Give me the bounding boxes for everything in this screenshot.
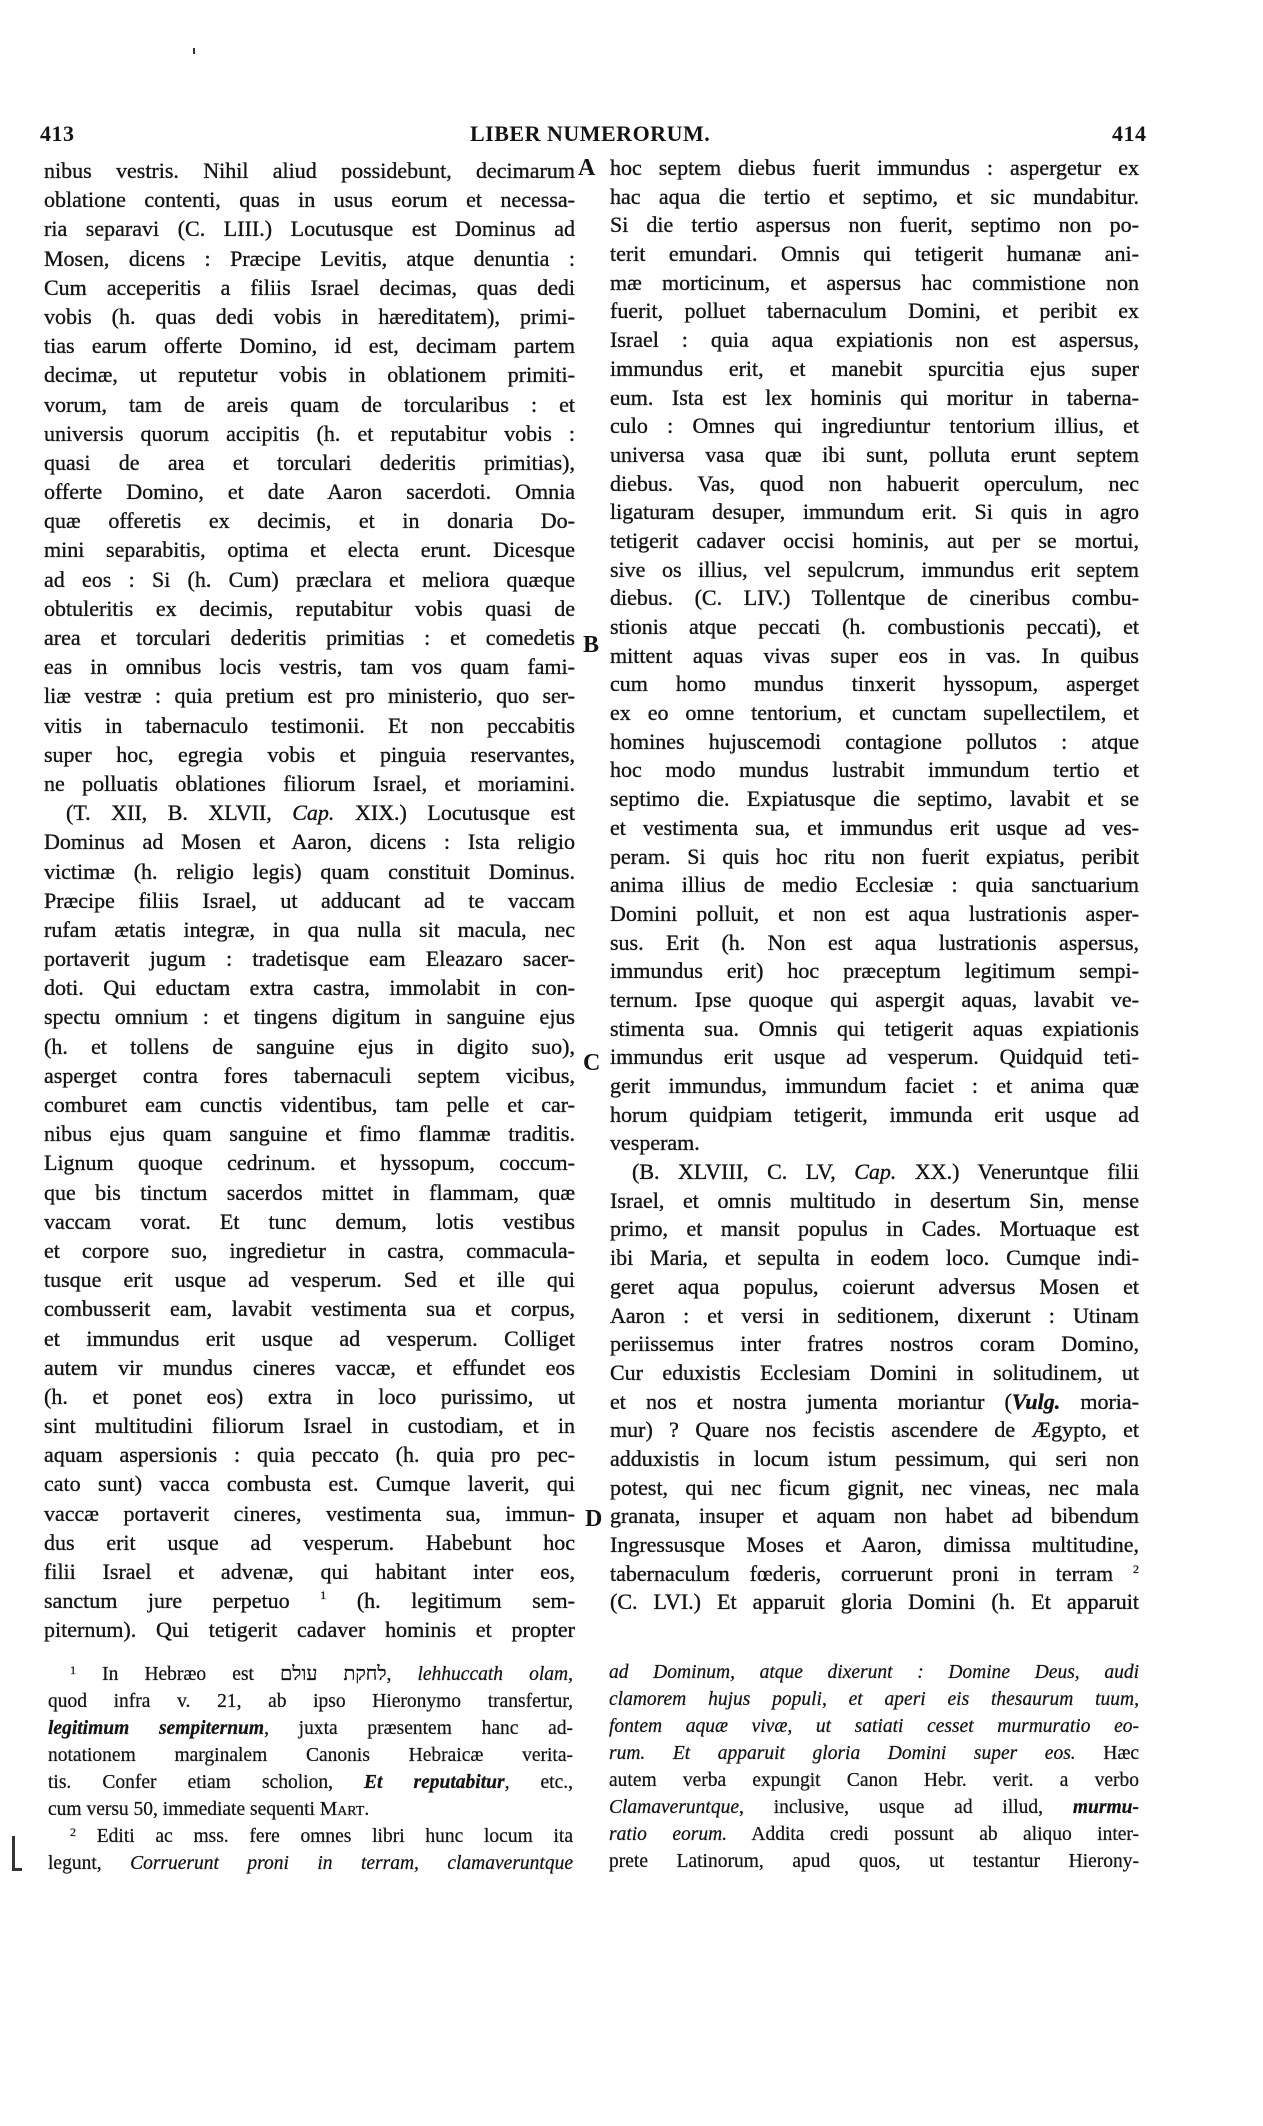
text-line: filii Israel et advenæ, qui habitant inter eos, [44,1559,575,1584]
text-line: offerte Domino, et date Aaron sacerdoti. Omnia [44,479,575,505]
text-line: Israel, et omnis multitudo in desertum Sin, mense [610,1187,1139,1213]
text-line: tusque erit usque ad vesperum. Sed et ille qui [44,1267,575,1293]
text-line: portaverit jugum : tradetisque eam Eleazaro sacer- [44,946,575,972]
text-line: spectu omnium : et tingens digitum in sanguine ejus [44,1004,575,1030]
text-segment: tis. Confer etiam scholion, [48,1772,365,1793]
text-line: quæ offeretis ex decimis, et in donaria Do- [44,508,575,534]
text-line: Ingressusque Moses et Aaron, dimissa multitudine, [610,1532,1139,1557]
text-line: Israel : quia aqua expiationis non est aspersus, [610,327,1139,353]
text-line: eas in omnibus locis vestris, tam vos quam fami- [44,654,575,680]
text-segment: (B. XLVIII, C. LV, [632,1159,855,1185]
text-line: Cum acceperitis a filiis Israel decimas, quas dedi [44,274,575,300]
footnote-marker: 1 [70,1663,76,1677]
text-line: hoc modo mundus lustrabit immundum tertio et [610,757,1139,783]
text-line: tias earum offerte Domino, id est, decimam partem [44,333,575,359]
text-line: obtuleritis ex decimis, reputabitur vobis quasi de [44,595,575,621]
text-line: terit emundari. Omnis qui tetigerit humanæ ani- [610,241,1139,267]
text-line: mur) ? Quare nos fecistis ascendere de Ægypto, et [610,1417,1139,1443]
text-line: primo, et mansit populus in Cades. Mortuaque est [610,1216,1139,1242]
text-segment: , inclusive, usque ad illud, [738,1797,1073,1818]
text-line [48,1796,573,1823]
text-line: nibus vestris. Nihil aliud possidebunt, decimarum [44,158,575,183]
text-segment: murmu- [1072,1797,1139,1818]
text-line: autem verba expungit Canon Hebr. verit. a verbo [609,1770,1139,1791]
text-line: area et torculari dederitis primitias : et comedetis [44,625,575,650]
text-line: vaccam vorat. Et tunc demum, lotis vestibus [44,1208,575,1234]
text-segment: , juxta præsentem hanc ad- [264,1718,573,1739]
text-line: eum. Ista est lex hominis qui moritur in taberna- [610,384,1139,410]
text-line: cum homo mundus tinxerit hyssopum, asperget [610,671,1139,697]
text-line: diebus. (C. LIV.) Tollentque de cineribus combu- [610,585,1139,611]
scan-speck [193,48,195,54]
text-line: autem vir mundus cineres vaccæ, et effundet eos [44,1354,575,1380]
text-line: liæ vestræ : quia pretium est pro ministerio, quo ser- [44,683,575,709]
text-line: victimæ (h. religio legis) quam constituit Dominus. [44,858,575,884]
text-line [609,1740,1139,1767]
text-line: immundus erit) hoc præceptum legitimum sempi- [610,958,1139,984]
text-line: cato sunt) vacca combusta est. Cumque laverit, qui [44,1471,575,1497]
text-line: Aaron : et versi in seditionem, dixerunt : Utinam [610,1302,1139,1328]
text-line: vobis (h. quas dedi vobis in hæreditatem), primi- [44,303,575,329]
text-segment: rum. Et apparuit gloria Domini super eos. [609,1743,1076,1764]
text-line: (h. et ponet eos) extra in loco purissimo, ut [44,1383,575,1409]
text-segment: vesperam. [610,1130,700,1156]
text-segment: , etc., [504,1772,573,1793]
text-line: periissemus inter fratres nostros coram Domino, [610,1331,1139,1357]
text-line: et vestimenta sua, et immundus erit usque ad ves- [610,814,1139,840]
scan-bracket-vertical [12,1836,15,1870]
text-segment: et nos et nostra jumenta moriantur ( [610,1388,1012,1414]
text-line [48,1850,573,1877]
text-line: anima illius de medio Ecclesiæ : quia sanctuarium [610,872,1139,898]
text-line: immundus erit usque ad vesperum. Quidquid teti- [610,1044,1139,1070]
text-line: sive os illius, vel sepulcrum, immundus erit septem [610,556,1139,582]
text-segment: Et reputabitur [364,1772,505,1793]
text-line: decimæ, ut reputetur vobis in oblationem primiti- [44,362,575,388]
text-line [44,1586,575,1615]
running-title: LIBER NUMERORUM. [470,121,711,146]
text-line: que bis tinctum sacerdos mittet in flammam, quæ [44,1179,575,1205]
text-line: granata, insuper et aquam non habet ad bibendum [610,1503,1139,1529]
margin-letter-b: B [583,632,600,658]
text-line: notationem marginalem Canonis Hebraicæ verita- [48,1745,573,1766]
text-line: asperget contra fores tabernaculi septem vicibus, [44,1062,575,1088]
text-line: prete Latinorum, apud quos, ut testantur Hierony- [609,1851,1139,1872]
text-line: et immundus erit usque ad vesperum. Colliget [44,1325,575,1351]
footnotes-right [609,1659,1139,1875]
text-line: potest, qui nec ficum gignit, nec vineas, nec mala [610,1474,1139,1500]
text-line [610,1388,1139,1417]
text-segment: legitimum sempiternum [48,1718,265,1739]
text-segment: Editi ac mss. fere omnes libri hunc locum ita [76,1826,573,1847]
text-segment: sanctum jure perpetuo [44,1588,321,1614]
text-segment: fontem aquæ vivæ, ut satiati cesset murmuratio eo- [609,1716,1139,1737]
footnote-marker: 2 [70,1825,76,1839]
text-line: hoc septem diebus fuerit immundus : aspergetur ex [610,155,1139,180]
text-line: Dominus ad Mosen et Aaron, dicens : Ista religio [44,829,575,855]
text-line: Lignum quoque cedrinum. et hyssopum, coccum- [44,1150,575,1176]
text-line: stionis atque peccati (h. combustionis peccati), et [610,614,1139,639]
text-line: stimenta sua. Omnis qui tetigerit aquas expiationis [610,1015,1139,1041]
text-line: immundus erit, et manebit spurcitia ejus super [610,355,1139,381]
text-line: culo : Omnes qui ingrediuntur tentorium illius, et [610,413,1139,439]
text-line: universa vasa quæ ibi sunt, polluta erunt septem [610,441,1139,467]
text-line: ternum. Ipse quoque qui aspergit aquas, lavabit ve- [610,986,1139,1012]
text-line: comburet eam cunctis videntibus, tam pelle et car- [44,1092,575,1117]
text-line: super hoc, egregia vobis et pinguia reservantes, [44,741,575,767]
text-segment: Cap. [854,1159,897,1185]
text-line: mittent aquas vivas super eos in vas. In quibus [610,642,1139,668]
text-line: horum quidpiam tetigerit, immunda erit usque ad [610,1101,1139,1127]
margin-letter-c: C [583,1050,601,1076]
text-line: dus erit usque ad vesperum. Habebunt hoc [44,1529,575,1555]
text-segment: Vulg. [1011,1388,1061,1414]
text-line: Si die tertio aspersus non fuerit, septimo non po- [610,212,1139,238]
text-line [609,1821,1139,1848]
text-line: oblatione contenti, quas in usus eorum et necessa- [44,187,575,213]
text-line: Domini polluit, et non est aqua lustrationis asper- [610,900,1139,926]
text-line: Mosen, dicens : Præcipe Levitis, atque denuntia : [44,245,575,271]
text-segment: clamorem hujus populi, et aperi eis thesaurum tuum, [609,1689,1139,1710]
text-segment: ratio eorum. [609,1824,728,1845]
text-line: (h. et tollens de sanguine ejus in digito suo), [44,1033,575,1059]
text-line: nibus ejus quam sanguine et fimo flammæ traditis. [44,1121,575,1147]
text-line: ria separavi (C. LIII.) Locutusque est Dominus ad [44,216,575,242]
text-line [610,1560,1139,1589]
text-segment: Hæc [1075,1743,1139,1764]
text-segment: Clamaveruntque [609,1797,739,1818]
text-line [609,1713,1139,1740]
text-line: universis quorum accipitis (h. et reputabitur vobis : [44,420,575,446]
text-line [44,798,575,827]
text-segment: Mart. [319,1799,370,1820]
text-line: sus. Erit (h. Non est aqua lustrationis aspersus, [610,929,1139,955]
text-line: ne polluatis oblationes filiorum Israel, et moriamini. [44,770,575,796]
text-line: combusserit eam, lavabit vestimenta sua et corpus, [44,1296,575,1322]
text-line: rufam ætatis integræ, in qua nulla sit macula, nec [44,916,575,942]
text-line: (C. LVI.) Et apparuit gloria Domini (h. Et apparuit [610,1589,1139,1615]
footnote-marker: 1 [320,1588,327,1603]
text-line [48,1769,573,1796]
text-segment: Corruerunt proni in terram, clamaveruntque [130,1853,573,1874]
text-line: piternum). Qui tetigerit cadaver hominis et propter [44,1617,575,1643]
text-segment: Addita credi possunt ab aliquo inter- [727,1824,1140,1845]
text-line: quod infra v. 21, ab ipso Hieronymo transfertur, [48,1691,573,1712]
text-segment: legunt, [48,1853,131,1874]
text-line: et corpore suo, ingredietur in castra, commacula- [44,1237,575,1263]
text-segment: In Hebræo est [76,1664,281,1685]
text-segment: lehhuccath olam, [417,1664,573,1685]
footnotes-left [48,1661,573,1877]
text-line: ad eos : Si (h. Cum) præclara et meliora quæque [44,566,575,592]
scan-bracket-horizontal [12,1868,22,1871]
text-line: septimo die. Expiatusque die septimo, lavabit et se [610,786,1139,812]
text-segment: לחקת עולם [280,1664,387,1685]
text-segment: moria- [1060,1388,1139,1414]
text-segment: ad Dominum, atque dixerunt : Domine Deus, audi [609,1662,1139,1683]
text-line [48,1823,573,1850]
text-line [610,1129,1139,1158]
text-line: vitis in tabernaculo testimonii. Et non peccabitis [44,712,575,738]
text-segment: , [386,1664,418,1685]
text-segment: Cap. [292,800,335,826]
page-number-right: 414 [1112,121,1147,146]
text-line: sint multitudini filiorum Israel in custodiam, et in [44,1413,575,1439]
text-line: ligaturam desuper, immundum erit. Si quis in agro [610,499,1139,525]
text-line [48,1715,573,1742]
text-segment: (T. XII, B. XLVII, [66,800,293,826]
left-text-column [44,156,575,1645]
text-line: Præcipe filiis Israel, ut adducant ad te vaccam [44,887,575,913]
text-line: homines hujuscemodi contagione pollutos : atque [610,728,1139,754]
text-line: peram. Si quis hoc ritu non fuerit expiatus, peribit [610,843,1139,869]
text-line: vaccæ portaverit cineres, vestimenta sua, immun- [44,1500,575,1526]
text-line: mæ morticinum, et aspersus hac commistione non [610,269,1139,295]
margin-letter-d: D [585,1506,603,1532]
page-number-left: 413 [40,121,75,146]
text-line: diebus. Vas, quod non habuerit operculum, nec [610,470,1139,496]
text-line: adduxistis in locum istum pessimum, qui seri non [610,1445,1139,1471]
text-line: aquam aspersionis : quia peccato (h. quia pro pec- [44,1442,575,1468]
text-line: tetigerit cadaver occisi hominis, aut per se mortui, [610,527,1139,553]
text-line: gerit immundus, immundum faciet : et anima quæ [610,1073,1139,1098]
text-line: fuerit, polluet tabernaculum Domini, et peribit ex [610,298,1139,324]
text-line [609,1686,1139,1713]
text-line: Cur eduxistis Ecclesiam Domini in solitudinem, ut [610,1359,1139,1385]
text-line: vorum, tam de areis quam de torcularibus : et [44,391,575,417]
text-line: mini separabitis, optima et electa erunt. Dicesque [44,537,575,563]
text-line: quasi de area et torculari dederitis primitias), [44,449,575,475]
text-line: geret aqua populus, coierunt adversus Mosen et [610,1273,1139,1299]
text-line: hac aqua die tertio et septimo, et sic mundabitur. [610,183,1139,209]
text-line: ex eo omne tentorium, et cunctam supellectilem, et [610,700,1139,726]
footnote-marker: 2 [1133,1561,1139,1576]
text-segment: tabernaculum fœderis, corruerunt proni in terram [610,1560,1133,1586]
right-text-column [610,154,1139,1617]
text-segment: XIX.) Locutusque est [334,800,575,826]
text-line [609,1659,1139,1686]
text-line [48,1661,573,1688]
text-segment: cum versu 50, immediate sequenti [48,1799,320,1820]
text-line: ibi Maria, et sepulta in eodem loco. Cumque indi- [610,1245,1139,1271]
text-segment: XX.) Veneruntque filii [896,1159,1139,1185]
text-line: doti. Qui eductam extra castra, immolabit in con- [44,975,575,1001]
text-line [610,1158,1139,1187]
text-segment: (h. legitimum sem- [326,1588,575,1614]
text-line [609,1794,1139,1821]
margin-letter-a: A [578,155,596,181]
